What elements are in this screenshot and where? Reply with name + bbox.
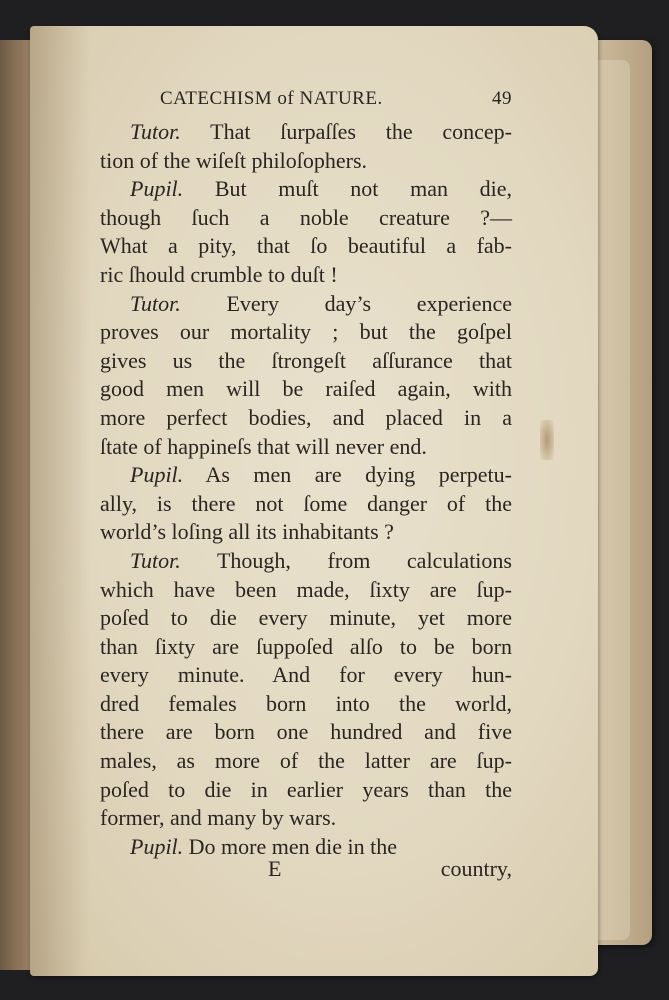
line-text: tion of the wiſeſt philoſophers. — [100, 147, 368, 173]
text-line — [100, 232, 512, 261]
speaker-label: Pupil. — [130, 462, 184, 488]
line-text: Though, from calculations — [216, 547, 512, 573]
text-line — [100, 261, 512, 290]
catchword: country, — [440, 856, 512, 881]
text-line — [100, 318, 512, 347]
line-text: though ſuch a noble creature ?— — [100, 204, 512, 230]
line-text: Every day’s experience — [226, 290, 513, 316]
line-text: As men are dying perpetu- — [205, 462, 512, 488]
text-line — [100, 175, 512, 204]
running-title: CATECHISM of NATURE. — [160, 88, 383, 109]
speaker-label: Tutor. — [130, 119, 181, 144]
text-line — [100, 747, 512, 776]
text-line — [100, 718, 512, 747]
text-line — [100, 804, 512, 833]
speaker-label: Pupil. — [130, 176, 184, 202]
text-line — [100, 204, 512, 233]
line-text: every minute. And for every hun- — [100, 662, 512, 688]
text-line — [100, 576, 512, 605]
line-text: ric ſhould crumble to duſt ! — [100, 261, 338, 287]
line-text: there are born one hundred and five — [100, 719, 512, 745]
line-text: males, as more of the latter are ſup- — [100, 748, 512, 774]
speaker-label: Tutor. — [130, 547, 181, 573]
line-text: which have been made, ſixty are ſup- — [100, 576, 512, 602]
line-text: But muſt not man die, — [214, 176, 512, 202]
line-text: good men will be raiſed again, with — [100, 376, 512, 402]
signature-mark: E — [268, 856, 282, 881]
speaker-label: Tutor. — [130, 290, 181, 316]
speaker-label: Pupil. — [130, 833, 184, 859]
text-line — [100, 690, 512, 719]
line-text: ally, is there not ſome danger of the — [100, 490, 512, 516]
line-text: more perfect bodies, and placed in a — [100, 404, 512, 430]
line-text: world’s loſing all its inhabitants ? — [100, 519, 394, 545]
text-line — [100, 490, 512, 519]
text-line — [100, 461, 512, 490]
page-number: 49 — [492, 88, 512, 109]
text-line — [100, 375, 512, 404]
line-text: Do more men die in the — [188, 833, 398, 859]
text-line — [100, 347, 512, 376]
line-text: That ſurpaſſes the concep- — [210, 119, 512, 144]
text-line — [100, 147, 512, 176]
running-header — [160, 88, 520, 118]
text-line — [100, 604, 512, 633]
line-text: than ſixty are ſuppoſed alſo to be born — [100, 633, 512, 659]
line-text: What a pity, that ſo beautiful a fab- — [100, 233, 512, 259]
text-line — [100, 776, 512, 805]
line-text: proves our mortality ; but the goſpel — [100, 319, 512, 345]
text-line — [100, 290, 512, 319]
text-line — [100, 661, 512, 690]
line-text: dred females born into the world, — [100, 690, 512, 716]
body-text — [100, 118, 512, 861]
text-line — [100, 547, 512, 576]
line-text: poſed to die in earlier years than the — [100, 776, 512, 802]
text-line — [100, 404, 512, 433]
line-text: former, and many by wars. — [100, 805, 337, 831]
line-text: ſtate of happineſs that will never end. — [100, 433, 427, 459]
text-line — [100, 633, 512, 662]
text-line — [100, 433, 512, 462]
page-footer — [100, 856, 512, 886]
line-text: gives us the ſtrongeſt aſſurance that — [100, 347, 512, 373]
text-line — [100, 518, 512, 547]
line-text: poſed to die every minute, yet more — [100, 605, 512, 631]
paper-stain — [540, 420, 554, 460]
spine-shadow — [30, 26, 90, 976]
text-line — [100, 118, 512, 147]
